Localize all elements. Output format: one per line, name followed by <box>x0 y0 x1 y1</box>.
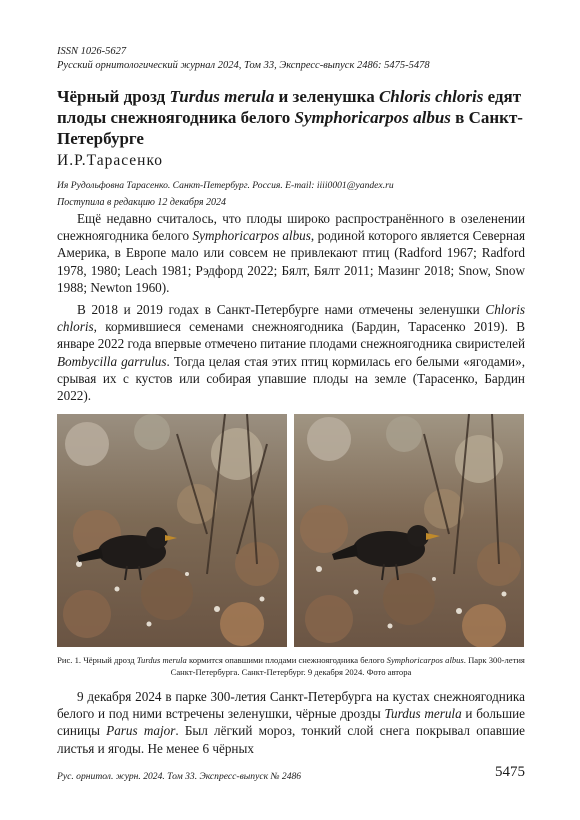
issn: ISSN 1026-5627 <box>57 46 127 57</box>
title-text: в Санкт-Петербурге <box>57 108 523 148</box>
species-name: Chloris chloris <box>57 302 525 335</box>
figure-caption <box>57 655 525 678</box>
journal-header <box>57 45 527 73</box>
paragraph-3 <box>57 688 525 757</box>
article-title <box>57 86 527 149</box>
species-name: Parus major <box>106 723 176 739</box>
species-name: Symphoricarpos albus <box>386 655 464 665</box>
paragraph-1 <box>57 210 525 296</box>
title-species: Turdus merula <box>169 87 275 106</box>
title-text: и зеленушка <box>274 87 379 106</box>
species-name: Bombycilla garrulus <box>57 353 167 369</box>
title-species: Chloris chloris <box>378 87 484 106</box>
text-run: 9 декабря 2024 в парке 300-летия Санкт-Петербурга на кустах снежноягодника белого и под ними встречены зеленушки, чёрные дрозды <box>57 689 525 722</box>
author-name: И.Р.Тарасенко <box>57 152 163 169</box>
title-species: Symphoricarpos albus <box>294 108 451 127</box>
text-run: В 2018 и 2019 годах в Санкт-Петербурге нами отмечены зеленушки <box>77 302 486 317</box>
text-run: . Был лёгкий мороз, тонкий слой снега покрывал опавшие листья и ягоды. Не менее 6 чёрных <box>57 723 526 756</box>
journal-line: Русский орнитологический журнал 2024, Том 33, Экспресс-выпуск 2486: 5475-5478 <box>57 60 430 71</box>
author-affiliation: Ия Рудольфовна Тарасенко. Санкт-Петербург. Россия. E-mail: iiii0001@yandex.ru <box>57 180 394 191</box>
species-name: Turdus merula <box>384 706 462 722</box>
species-name: Symphoricarpos albus <box>192 228 311 244</box>
text-run: Рис. 1. Чёрный дрозд <box>57 655 137 665</box>
footer-journal: Рус. орнитол. журн. 2024. Том 33. Экспресс-выпуск № 2486 <box>57 771 302 782</box>
text-run: . Тогда целая стая этих птиц кормилась его белыми «ягодами», срывая их с кустов или собирая упавшие плоды на земле (Тарасенко, Бардин 2022). <box>57 353 525 404</box>
text-run: Ещё недавно считалось, что плоды широко распространённого в озеленении снежноягодника белого <box>57 211 525 244</box>
title-text: Чёрный дрозд <box>57 87 170 106</box>
photo-blackbird-left <box>57 414 287 647</box>
text-run: кормится опавшими плодами снежноягодника белого <box>186 655 387 665</box>
page-number: 5475 <box>495 764 525 780</box>
figure-1-photos <box>57 414 525 647</box>
text-run: , родиной которого является Северная Америка, в Европе мало или совсем не привлекают птиц (Radford 1967; Radford 1978, 1980; Leach 1981; Рэдфорд 2022; Бялт, Бялт 2011; Мазинг 2018; Snow, Snow 1988; Newton 1960). <box>57 228 526 295</box>
species-name: Turdus merula <box>136 655 187 665</box>
title-text: едят плоды снежноягодника белого <box>57 87 522 127</box>
text-run: и большие синицы <box>57 706 526 739</box>
paragraph-2 <box>57 301 525 404</box>
received-date: Поступила в редакцию 12 декабря 2024 <box>57 197 226 208</box>
text-run: . Парк 300-летия Санкт-Петербурга. Санкт-Петербург. 9 декабря 2024. Фото автора <box>170 655 525 677</box>
photo-blackbird-right <box>294 414 524 647</box>
text-run: , кормившиеся семенами снежноягодника (Бардин, Тарасенко 2019). В январе 2022 года впервые отмечено питание плодами снежноягодника свиристелей <box>57 319 525 352</box>
